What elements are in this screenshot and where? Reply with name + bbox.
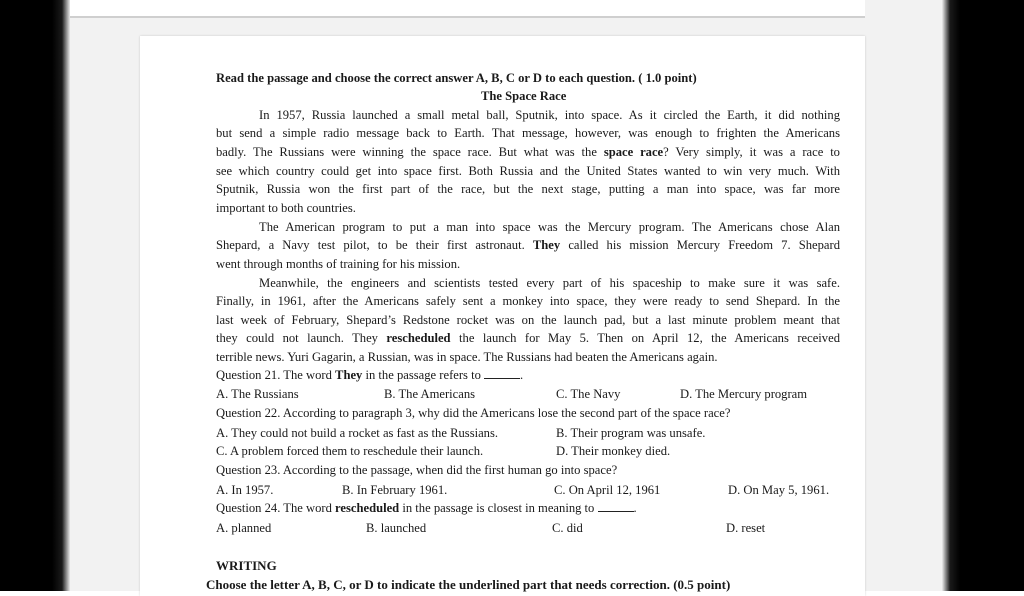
passage-line: In 1957, Russia launched a small metal ball, Sputnik, into space. As it circled the Earth, it did nothing <box>259 108 840 122</box>
q24-option-c: C. did <box>552 521 583 535</box>
q22-option-b: B. Their program was unsafe. <box>556 426 706 440</box>
passage-title: The Space Race <box>481 89 567 103</box>
passage-line: The American program to put a man into space was the Mercury program. The Americans chose Alan <box>259 220 840 234</box>
passage-line: Finally, in 1961, after the Americans safely sent a monkey into space, they were ready to send Shepard. In the <box>216 294 840 308</box>
q24-option-b: B. launched <box>366 521 427 535</box>
bold-term-they: They <box>532 238 561 252</box>
passage-line: Shepard, a Navy test pilot, to be their first astronaut. They called his mission Mercury Freedom 7. Shepard <box>216 238 841 252</box>
passage-line: see which country could get into space first. Both Russia and the United States wanted to win very much. With <box>216 164 840 178</box>
answer-blank <box>598 501 634 512</box>
passage-line: went through months of training for his mission. <box>216 257 461 271</box>
q22-option-a: A. They could not build a rocket as fast as the Russians. <box>216 426 499 440</box>
q21-option-a: A. The Russians <box>216 387 299 401</box>
question-23: Question 23. According to the passage, when did the first human go into space? <box>216 463 618 477</box>
passage-line: Sputnik, Russia won the first part of the race, but the next stage, putting a man into space, was far more <box>216 182 840 196</box>
writing-heading: WRITING <box>216 558 277 573</box>
answer-blank <box>484 368 520 379</box>
question-21: Question 21. The word They in the passage refers to . <box>216 368 524 382</box>
passage-line: important to both countries. <box>216 201 356 215</box>
passage-line: Meanwhile, the engineers and scientists tested every part of his spaceship to make sure it was safe. <box>259 276 840 290</box>
right-dark-border <box>942 0 1024 591</box>
passage-line: terrible news. Yuri Gagarin, a Russian, was in space. The Russians had beaten the Americans again. <box>216 350 718 364</box>
q22-option-c: C. A problem forced them to reschedule their launch. <box>216 444 484 458</box>
q23-option-d: D. On May 5, 1961. <box>728 483 830 497</box>
q22-option-d: D. Their monkey died. <box>556 444 671 458</box>
q24-option-d: D. reset <box>726 521 766 535</box>
writing-instruction: Choose the letter A, B, C, or D to indicate the underlined part that needs correction. (0.5 point) <box>206 577 731 592</box>
passage-line: they could not launch. They rescheduled the launch for May 5. Then on April 12, the Americans received <box>216 331 840 345</box>
passage-line: last week of February, Shepard’s Redstone rocket was on the launch pad, but a last minute problem meant that <box>216 313 840 327</box>
document-page <box>140 36 865 596</box>
bold-term-space-race: space race <box>603 145 664 159</box>
q24-option-a: A. planned <box>216 521 272 535</box>
passage-line: but send a simple radio message back to Earth. That message, however, was enough to frighten the Americans <box>216 126 840 140</box>
previous-page-edge <box>70 0 865 18</box>
reading-instruction: Read the passage and choose the correct answer A, B, C or D to each question. ( 1.0 point) <box>216 71 697 85</box>
q21-option-b: B. The Americans <box>384 387 476 401</box>
question-22: Question 22. According to paragraph 3, why did the Americans lose the second part of the space race? <box>216 406 731 420</box>
bold-term-rescheduled: rescheduled <box>386 331 451 345</box>
q23-option-b: B. In February 1961. <box>342 483 448 497</box>
q21-option-d: D. The Mercury program <box>680 387 808 401</box>
q23-option-c: C. On April 12, 1961 <box>554 483 661 497</box>
q23-option-a: A. In 1957. <box>216 483 274 497</box>
question-24: Question 24. The word rescheduled in the passage is closest in meaning to . <box>216 501 637 515</box>
left-dark-border <box>0 0 70 591</box>
q21-option-c: C. The Navy <box>556 387 621 401</box>
passage-line: badly. The Russians were winning the space race. But what was the space race? Very simply, it was a race to <box>216 145 840 159</box>
